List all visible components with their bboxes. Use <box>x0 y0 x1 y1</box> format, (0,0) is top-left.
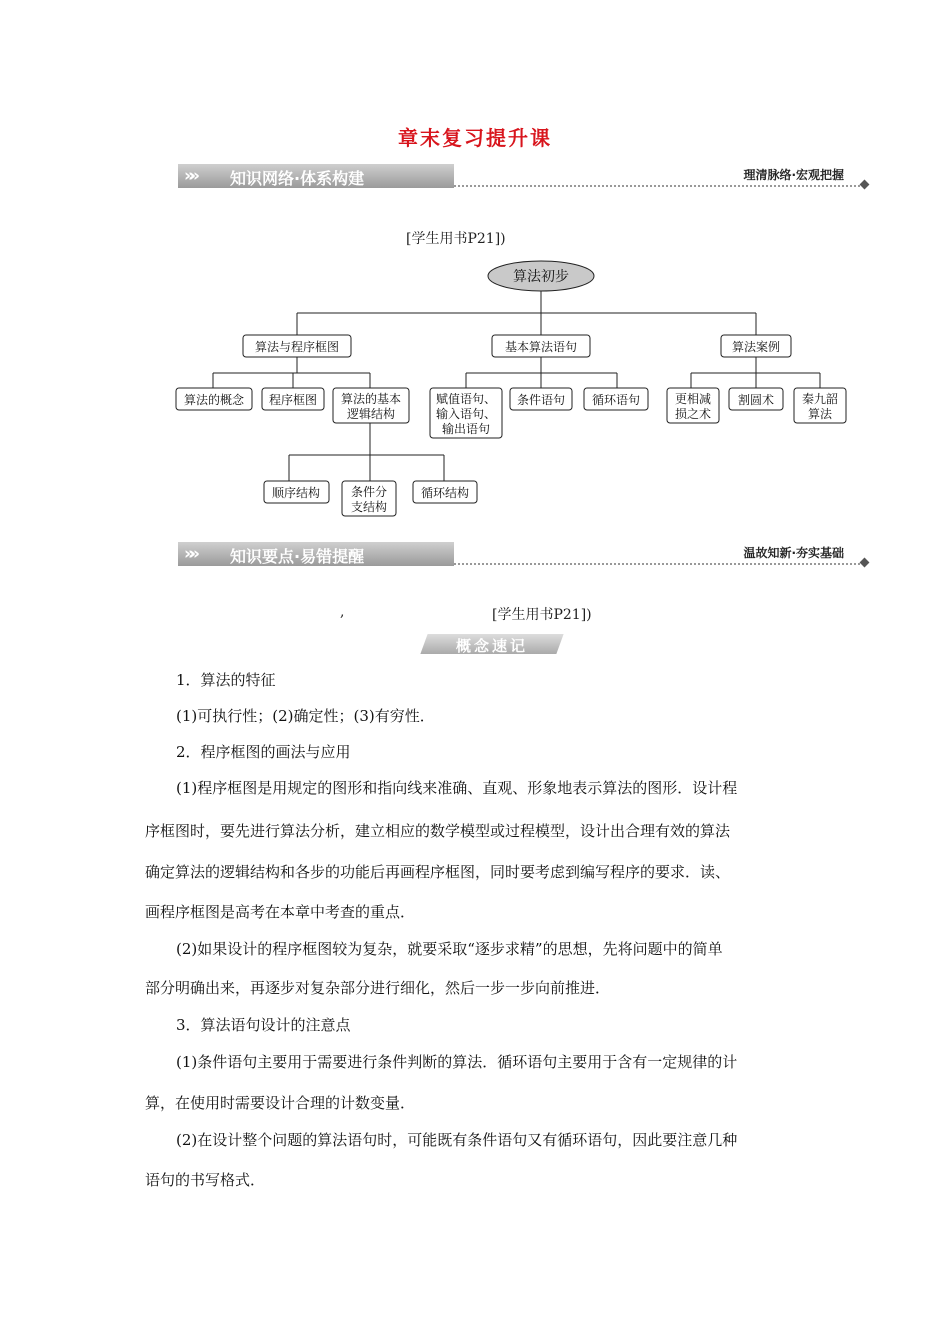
node-label: 输出语句 <box>441 422 491 436</box>
node-label: 逻辑结构 <box>346 407 396 421</box>
node-label: 算法的基本 <box>340 392 402 406</box>
node-label: 条件语句 <box>516 393 566 407</box>
node-label: 程序框图 <box>268 393 318 407</box>
heading-3: 3．算法语句设计的注意点 <box>176 1016 351 1034</box>
root-label: 算法初步 <box>513 269 569 285</box>
banner-title: 知识网络·体系构建 <box>230 169 365 188</box>
paragraph-line: (1)程序框图是用规定的图形和指向线来准确、直观、形象地表示算法的图形．设计程 <box>176 779 738 797</box>
paragraph-line: 算，在使用时需要设计合理的计数变量． <box>145 1094 416 1112</box>
book-reference: [学生用书P21]) <box>406 231 506 247</box>
diamond-icon <box>860 558 870 568</box>
paragraph-line: (1)条件语句主要用于需要进行条件判断的算法．循环语句主要用于含有一定规律的计 <box>176 1053 738 1071</box>
section-banner-key-points <box>178 542 868 568</box>
subheading-label: 概念速记 <box>455 637 528 655</box>
node-label: 赋值语句、 <box>435 392 497 406</box>
paragraph: (1)可执行性；(2)确定性；(3)有穷性． <box>176 707 435 725</box>
banner-slogan: 理清脉络·宏观把握 <box>743 168 844 182</box>
paragraph-line: (2)在设计整个问题的算法语句时，可能既有条件语句又有循环语句，因此要注意几种 <box>176 1131 738 1149</box>
node-label: 秦九韶 <box>801 392 839 406</box>
node-label: 支结构 <box>350 500 388 514</box>
heading-1: 1．算法的特征 <box>176 671 276 689</box>
double-chevron-icon: »» <box>184 544 194 564</box>
node-label: 基本算法语句 <box>504 340 578 354</box>
node-label: 更相减 <box>674 392 712 406</box>
paragraph-line: (2)如果设计的程序框图较为复杂，就要采取“逐步求精”的思想，先将问题中的简单 <box>176 940 723 958</box>
node-label: 算法 <box>807 407 833 421</box>
banner-slogan: 温故知新·夯实基础 <box>743 546 844 560</box>
node-label: 输入语句、 <box>435 407 497 421</box>
node-label: 条件分 <box>350 485 388 499</box>
heading-2: 2．程序框图的画法与应用 <box>176 743 351 761</box>
node-label: 割圆术 <box>737 393 775 407</box>
stray-comma: , <box>340 604 345 620</box>
book-reference: [学生用书P21]) <box>492 607 592 623</box>
node-label: 算法的概念 <box>183 393 245 407</box>
page-title: 章末复习提升课 <box>398 126 552 150</box>
node-label: 损之术 <box>674 407 712 421</box>
node-label: 循环结构 <box>420 486 470 500</box>
paragraph-line: 部分明确出来，再逐步对复杂部分进行细化，然后一步一步向前推进． <box>145 979 611 997</box>
node-label: 算法案例 <box>731 340 781 354</box>
node-label: 循环语句 <box>591 393 641 407</box>
diamond-icon <box>860 180 870 190</box>
node-label: 算法与程序框图 <box>254 340 340 354</box>
paragraph-line: 语句的书写格式． <box>145 1171 266 1189</box>
section-banner-knowledge-network <box>178 164 868 190</box>
banner-title: 知识要点·易错提醒 <box>230 547 365 566</box>
paragraph-line: 画程序框图是高考在本章中考查的重点． <box>145 903 416 921</box>
paragraph-line: 序框图时，要先进行算法分析，建立相应的数学模型或过程模型，设计出合理有效的算法 <box>145 822 731 840</box>
knowledge-tree-diagram <box>0 255 950 525</box>
double-chevron-icon: »» <box>184 166 194 186</box>
paragraph-line: 确定算法的逻辑结构和各步的功能后再画程序框图，同时要考虑到编写程序的要求．读、 <box>145 863 731 881</box>
subheading-concept-notes <box>424 634 560 656</box>
node-label: 顺序结构 <box>271 486 321 500</box>
